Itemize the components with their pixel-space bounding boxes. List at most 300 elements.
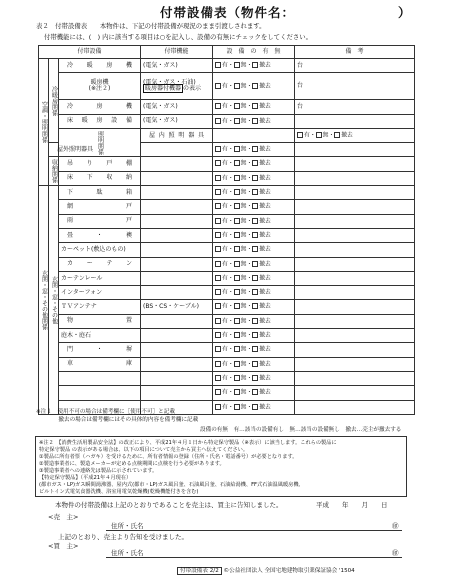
maintenance-suffix: の表示 bbox=[183, 85, 202, 93]
checkbox-remove[interactable] bbox=[252, 318, 258, 324]
group-exterior-sub: 玄関・窓・その他 bbox=[49, 186, 59, 415]
status-cell: 有・ 無・ 撤去 bbox=[213, 400, 295, 414]
equipment-name: 床暖房設備 bbox=[59, 114, 141, 128]
status-cell: 有・ 無・ 撤去 bbox=[213, 343, 295, 357]
info-line-1: ※注２ 【消費生活用製品安全法】の改正により、平成21年４月１日から特定保守製品（※表示）に該当します。これらの製品に bbox=[39, 440, 337, 446]
equipment-row bbox=[39, 371, 415, 385]
checkbox-no[interactable] bbox=[234, 146, 240, 152]
status-label-yes: 有 bbox=[222, 189, 228, 196]
checkbox-remove[interactable] bbox=[252, 275, 258, 281]
checkbox-no[interactable] bbox=[234, 103, 240, 109]
equipment-row bbox=[39, 128, 415, 142]
equipment-remarks bbox=[295, 257, 415, 271]
equipment-row bbox=[39, 171, 415, 185]
equipment-name bbox=[59, 386, 141, 400]
checkbox-yes[interactable] bbox=[215, 62, 221, 68]
equipment-remarks bbox=[295, 143, 415, 157]
status-label-remove: 撤去 bbox=[259, 218, 271, 225]
equipment-function bbox=[141, 257, 213, 271]
checkbox-remove[interactable] bbox=[252, 303, 258, 309]
equipment-row bbox=[39, 114, 415, 128]
info-line-4: ②製造事業者に、製造メーカーが定める点検期間に点検を行う必要があります。 bbox=[39, 461, 225, 467]
equipment-name: 雨戸 bbox=[59, 214, 141, 228]
buyer-label: <買 主> bbox=[48, 542, 79, 550]
note-2: 設備の有無 有…該当の設備有し 無…該当の設備無し 撤去…売主が撤去する bbox=[200, 427, 402, 433]
equipment-row bbox=[39, 286, 415, 300]
equipment-row bbox=[39, 59, 415, 73]
checkbox-yes[interactable] bbox=[215, 189, 221, 195]
status-label-remove: 撤去 bbox=[259, 203, 271, 210]
status-label-remove: 撤去 bbox=[341, 132, 353, 139]
status-label-remove: 撤去 bbox=[259, 232, 271, 239]
equipment-row bbox=[39, 329, 415, 343]
equipment-name: 物置 bbox=[59, 314, 141, 328]
status-label-yes: 有 bbox=[222, 389, 228, 396]
checkbox-remove[interactable] bbox=[252, 246, 258, 252]
status-label-remove: 撤去 bbox=[259, 118, 271, 125]
status-label-no: 無 bbox=[240, 375, 247, 382]
status-label-no: 無 bbox=[240, 303, 247, 310]
status-label-yes: 有 bbox=[222, 203, 228, 210]
col-function: 付帯機能 bbox=[141, 46, 213, 59]
equipment-name: 吊り戸棚 bbox=[59, 157, 141, 171]
equipment-remarks bbox=[295, 200, 415, 214]
table-header-row bbox=[39, 46, 415, 59]
checkbox-yes[interactable] bbox=[215, 289, 221, 295]
status-label-remove: 撤去 bbox=[259, 346, 271, 353]
status-label-yes: 有 bbox=[222, 62, 228, 69]
status-cell: 有・ 無・ 撤去 bbox=[213, 371, 295, 385]
equipment-remarks bbox=[295, 386, 415, 400]
checkbox-remove[interactable] bbox=[252, 375, 258, 381]
status-cell: 有・ 無・ 撤去 bbox=[295, 128, 415, 142]
checkbox-no[interactable] bbox=[234, 62, 240, 68]
info-line-5: ③製造事業者への連絡先は製品に示されています。 bbox=[39, 468, 158, 474]
status-label-yes: 有 bbox=[222, 146, 228, 153]
equipment-name: ＴＶアンテナ bbox=[59, 300, 141, 314]
equipment-function bbox=[141, 143, 213, 157]
checkbox-no[interactable] bbox=[234, 289, 240, 295]
status-cell: 有・ 無・ 撤去 bbox=[213, 186, 295, 200]
status-label-yes: 有 bbox=[222, 175, 228, 182]
status-label-remove: 撤去 bbox=[259, 62, 271, 69]
status-label-yes: 有 bbox=[222, 246, 228, 253]
info-line-2: 特定保守製品 の表示がある場合は、以下の項目について売主から買主へ伝えてください。 bbox=[39, 447, 249, 453]
status-label-yes: 有 bbox=[222, 275, 228, 282]
equipment-function bbox=[141, 357, 213, 371]
equipment-function bbox=[141, 329, 213, 343]
status-label-no: 無 bbox=[240, 389, 247, 396]
equipment-row bbox=[39, 314, 415, 328]
info-line-6: 【特定保守製品】（平成21年４月現在） bbox=[39, 475, 132, 481]
equipment-name: カーペット(敷込のもの) bbox=[59, 243, 141, 257]
checkbox-yes[interactable] bbox=[215, 346, 221, 352]
equipment-row bbox=[39, 157, 415, 171]
info-line-3: ①製品に所有者票（ハガキ）を受けるために、所有者情報の登録（住所・氏名・電話番号）が必要となります。 bbox=[39, 454, 298, 460]
status-cell: 有・ 無・ 撤去 bbox=[213, 59, 295, 73]
equipment-remarks bbox=[295, 400, 415, 414]
checkbox-no[interactable] bbox=[234, 361, 240, 367]
equipment-name: インターフォン bbox=[59, 286, 141, 300]
equipment-row bbox=[39, 300, 415, 314]
status-cell: 有・ 無・ 撤去 bbox=[213, 386, 295, 400]
status-label-no: 無 bbox=[240, 404, 247, 411]
status-label-no: 無 bbox=[240, 103, 247, 110]
notice-statement: 本物件の付帯設備は上記のとおりであることを売主は、買主に告知しました。 bbox=[55, 501, 283, 509]
checkbox-no[interactable] bbox=[316, 132, 322, 138]
equipment-remarks: 台 bbox=[295, 100, 415, 114]
checkbox-no[interactable] bbox=[234, 275, 240, 281]
equipment-remarks bbox=[295, 271, 415, 285]
equipment-remarks bbox=[295, 214, 415, 228]
checkbox-no[interactable] bbox=[234, 189, 240, 195]
status-cell: 有・ 無・ 撤去 bbox=[213, 214, 295, 228]
status-label-yes: 有 bbox=[304, 132, 310, 139]
equipment-row bbox=[39, 73, 415, 100]
col-equipment: 付帯設備 bbox=[39, 46, 141, 59]
status-cell: 有・ 無・ 撤去 bbox=[213, 114, 295, 128]
equipment-name: 下駄箱 bbox=[59, 186, 141, 200]
status-label-no: 無 bbox=[240, 175, 247, 182]
notice-date: 平成 年 月 日 bbox=[316, 501, 388, 509]
equipment-name: 冷房機 bbox=[59, 100, 141, 114]
equipment-remarks bbox=[295, 343, 415, 357]
equipment-name: 冷暖房機 bbox=[59, 59, 141, 73]
equipment-function bbox=[141, 157, 213, 171]
equipment-name: カーテンレール bbox=[59, 271, 141, 285]
checkbox-no[interactable] bbox=[234, 118, 240, 124]
seller-signature-line[interactable] bbox=[106, 530, 402, 531]
equipment-remarks bbox=[295, 171, 415, 185]
equipment-function bbox=[141, 200, 213, 214]
equipment-remarks: 台 bbox=[295, 59, 415, 73]
checkbox-no[interactable] bbox=[234, 218, 240, 224]
equipment-function: (電気・ガス) bbox=[141, 100, 213, 114]
status-label-no: 無 bbox=[240, 146, 247, 153]
status-label-yes: 有 bbox=[222, 332, 228, 339]
status-label-remove: 撤去 bbox=[259, 318, 271, 325]
checkbox-no[interactable] bbox=[234, 318, 240, 324]
equipment-name: 畳・襖 bbox=[59, 228, 141, 242]
equipment-remarks: 台 bbox=[295, 73, 415, 100]
status-label-no: 無 bbox=[240, 118, 247, 125]
table-instruction: 付帯機能には、( ) 内に該当する項目は○を記入し、設備の有無にチェックをしてください。 bbox=[44, 33, 313, 41]
checkbox-remove[interactable] bbox=[252, 232, 258, 238]
checkbox-remove[interactable] bbox=[252, 146, 258, 152]
status-label-no: 無 bbox=[322, 132, 329, 139]
checkbox-no[interactable] bbox=[234, 404, 240, 410]
status-label-yes: 有 bbox=[222, 160, 228, 167]
equipment-function bbox=[141, 371, 213, 385]
checkbox-no[interactable] bbox=[234, 389, 240, 395]
checkbox-yes[interactable] bbox=[215, 83, 221, 89]
status-label-yes: 有 bbox=[222, 103, 228, 110]
status-label-remove: 撤去 bbox=[259, 103, 271, 110]
checkbox-remove[interactable] bbox=[252, 62, 258, 68]
status-label-no: 無 bbox=[240, 160, 247, 167]
checkbox-yes[interactable] bbox=[215, 361, 221, 367]
equipment-remarks bbox=[295, 314, 415, 328]
equipment-row bbox=[39, 228, 415, 242]
group-hvac: 空調・照明関係 bbox=[39, 59, 49, 186]
group-exterior: 玄関・窓・その他関係 bbox=[39, 186, 49, 415]
status-label-yes: 有 bbox=[222, 232, 228, 239]
equipment-row bbox=[39, 357, 415, 371]
status-cell: 有・ 無・ 撤去 bbox=[213, 314, 295, 328]
equipment-name: 門・塀 bbox=[59, 343, 141, 357]
equipment-table bbox=[38, 45, 415, 415]
equipment-function bbox=[141, 314, 213, 328]
status-label-no: 無 bbox=[240, 289, 247, 296]
equipment-function: (電気・ガス) bbox=[141, 59, 213, 73]
checkbox-yes[interactable] bbox=[215, 175, 221, 181]
equipment-name bbox=[59, 73, 141, 100]
status-label-remove: 撤去 bbox=[259, 389, 271, 396]
checkbox-remove[interactable] bbox=[252, 118, 258, 124]
status-label-remove: 撤去 bbox=[259, 303, 271, 310]
checkbox-no[interactable] bbox=[234, 83, 240, 89]
footer-copyright: ©公益社団法人 全国宅地建物取引業保証協会 bbox=[223, 568, 338, 574]
col-remarks: 備 考 bbox=[295, 46, 415, 59]
equipment-function bbox=[141, 171, 213, 185]
status-label-remove: 撤去 bbox=[259, 289, 271, 296]
equipment-remarks bbox=[295, 228, 415, 242]
equipment-name: 床下収納 bbox=[59, 171, 141, 185]
status-cell: 有・ 無・ 撤去 bbox=[213, 286, 295, 300]
equipment-name-label: 暖房機 bbox=[90, 79, 109, 87]
checkbox-no[interactable] bbox=[234, 346, 240, 352]
status-label-no: 無 bbox=[240, 261, 247, 268]
table-heading: 表２ 付帯設備表 本物件は、下記の付帯設備が現況のまま引渡しされます。 bbox=[36, 22, 266, 30]
status-label-no: 無 bbox=[240, 189, 247, 196]
checkbox-yes[interactable] bbox=[215, 218, 221, 224]
checkbox-yes[interactable] bbox=[215, 389, 221, 395]
checkbox-remove[interactable] bbox=[252, 189, 258, 195]
status-label-no: 無 bbox=[240, 361, 247, 368]
status-cell: 有・ 無・ 撤去 bbox=[213, 100, 295, 114]
equipment-row bbox=[39, 271, 415, 285]
status-cell: 有・ 無・ 撤去 bbox=[213, 243, 295, 257]
status-label-no: 無 bbox=[240, 218, 247, 225]
equipment-function bbox=[141, 228, 213, 242]
status-label-remove: 撤去 bbox=[259, 261, 271, 268]
status-label-yes: 有 bbox=[222, 118, 228, 125]
function-text: (電気・ガス・石油) bbox=[143, 79, 196, 87]
equipment-function bbox=[141, 73, 213, 100]
equipment-name: 車庫 bbox=[59, 357, 141, 371]
footer-code: '1504 bbox=[338, 568, 355, 574]
equipment-function bbox=[141, 343, 213, 357]
equipment-remarks bbox=[295, 357, 415, 371]
checkbox-no[interactable] bbox=[234, 332, 240, 338]
equipment-remarks bbox=[295, 371, 415, 385]
status-label-no: 無 bbox=[240, 232, 247, 239]
status-label-yes: 有 bbox=[222, 375, 228, 382]
checkbox-remove[interactable] bbox=[252, 203, 258, 209]
equipment-remarks bbox=[295, 243, 415, 257]
checkbox-yes[interactable] bbox=[215, 332, 221, 338]
checkbox-yes[interactable] bbox=[215, 261, 221, 267]
info-line-7: (都市ガス・LP)ガス瞬間湯沸器、屋内式(都市・LP)ガス風呂釜、石油風呂釜、石油給湯機、FF式石油温風暖房機、 bbox=[39, 482, 304, 488]
checkbox-no[interactable] bbox=[234, 303, 240, 309]
status-label-yes: 有 bbox=[222, 361, 228, 368]
equipment-row bbox=[39, 243, 415, 257]
status-label-no: 無 bbox=[240, 246, 247, 253]
equipment-function bbox=[213, 128, 295, 142]
equipment-row bbox=[39, 343, 415, 357]
status-cell: 有・ 無・ 撤去 bbox=[213, 228, 295, 242]
checkbox-yes[interactable] bbox=[215, 232, 221, 238]
status-cell: 有・ 無・ 撤去 bbox=[213, 200, 295, 214]
equipment-note: (※注２) bbox=[88, 85, 111, 93]
status-label-remove: 撤去 bbox=[259, 375, 271, 382]
status-label-no: 無 bbox=[240, 275, 247, 282]
checkbox-remove[interactable] bbox=[252, 346, 258, 352]
checkbox-remove[interactable] bbox=[252, 103, 258, 109]
checkbox-no[interactable] bbox=[234, 175, 240, 181]
checkbox-no[interactable] bbox=[234, 246, 240, 252]
equipment-remarks bbox=[295, 286, 415, 300]
status-cell: 有・ 無・ 撤去 bbox=[213, 143, 295, 157]
status-label-yes: 有 bbox=[222, 83, 228, 90]
form-title: 付帯設備表（物件名： ） bbox=[159, 5, 412, 20]
col-status: 設 備 の 有 無 bbox=[213, 46, 295, 59]
buyer-address-name-label: 住所・氏名 bbox=[111, 549, 144, 557]
equipment-name bbox=[59, 371, 141, 385]
status-cell: 有・ 無・ 撤去 bbox=[213, 73, 295, 100]
equipment-name: 屋内照明器具 bbox=[141, 128, 213, 142]
note-1: ※注１ 使用不可の場合は備考欄に［使用不可］と記載 bbox=[36, 409, 175, 415]
maintenance-marker bbox=[143, 86, 210, 92]
checkbox-yes[interactable] bbox=[215, 303, 221, 309]
checkbox-remove[interactable] bbox=[252, 218, 258, 224]
checkbox-remove[interactable] bbox=[252, 389, 258, 395]
status-cell: 有・ 無・ 撤去 bbox=[213, 257, 295, 271]
status-label-no: 無 bbox=[240, 203, 247, 210]
status-cell: 有・ 無・ 撤去 bbox=[213, 157, 295, 171]
equipment-function bbox=[141, 271, 213, 285]
checkbox-remove[interactable] bbox=[252, 83, 258, 89]
maintenance-label: 暖房器付機器 bbox=[145, 85, 182, 93]
equipment-row bbox=[39, 214, 415, 228]
buyer-seal: ㊞ bbox=[392, 549, 399, 557]
status-label-yes: 有 bbox=[222, 261, 228, 268]
equipment-row bbox=[39, 257, 415, 271]
checkbox-no[interactable] bbox=[234, 160, 240, 166]
checkbox-yes[interactable] bbox=[215, 203, 221, 209]
status-cell: 有・ 無・ 撤去 bbox=[213, 271, 295, 285]
checkbox-yes[interactable] bbox=[215, 318, 221, 324]
equipment-name: 庭木・庭石 bbox=[59, 329, 141, 343]
checkbox-remove[interactable] bbox=[252, 404, 258, 410]
equipment-remarks bbox=[295, 186, 415, 200]
checkbox-yes[interactable] bbox=[215, 404, 221, 410]
status-label-remove: 撤去 bbox=[259, 146, 271, 153]
equipment-function bbox=[141, 186, 213, 200]
status-label-yes: 有 bbox=[222, 404, 228, 411]
checkbox-yes[interactable] bbox=[215, 275, 221, 281]
status-label-no: 無 bbox=[240, 62, 247, 69]
checkbox-no[interactable] bbox=[234, 232, 240, 238]
status-label-remove: 撤去 bbox=[259, 83, 271, 90]
status-label-no: 無 bbox=[240, 83, 247, 90]
equipment-name: 屋外照明器具 bbox=[49, 143, 59, 157]
status-label-remove: 撤去 bbox=[259, 332, 271, 339]
equipment-remarks bbox=[295, 114, 415, 128]
equipment-name: カーテン bbox=[59, 257, 141, 271]
group-hvac-storage: 収納関係 bbox=[49, 157, 59, 186]
checkbox-yes[interactable] bbox=[215, 246, 221, 252]
equipment-row bbox=[39, 386, 415, 400]
equipment-row bbox=[39, 100, 415, 114]
status-label-remove: 撤去 bbox=[259, 361, 271, 368]
checkbox-yes[interactable] bbox=[215, 118, 221, 124]
checkbox-yes[interactable] bbox=[215, 160, 221, 166]
status-cell: 有・ 無・ 撤去 bbox=[213, 357, 295, 371]
equipment-function bbox=[141, 243, 213, 257]
seller-address-name-label: 住所・氏名 bbox=[111, 522, 144, 530]
checkbox-remove[interactable] bbox=[252, 160, 258, 166]
checkbox-yes[interactable] bbox=[297, 132, 303, 138]
specified-maintenance-info bbox=[35, 436, 407, 497]
equipment-row bbox=[39, 200, 415, 214]
checkbox-remove[interactable] bbox=[252, 289, 258, 295]
checkbox-remove[interactable] bbox=[252, 361, 258, 367]
status-label-no: 無 bbox=[240, 318, 247, 325]
status-label-remove: 撤去 bbox=[259, 160, 271, 167]
checkbox-remove[interactable] bbox=[334, 132, 340, 138]
seller-seal: ㊞ bbox=[392, 522, 399, 530]
status-label-no: 無 bbox=[240, 346, 247, 353]
checkbox-no[interactable] bbox=[234, 375, 240, 381]
checkbox-yes[interactable] bbox=[215, 146, 221, 152]
status-label-yes: 有 bbox=[222, 218, 228, 225]
checkbox-remove[interactable] bbox=[252, 332, 258, 338]
status-cell: 有・ 無・ 撤去 bbox=[213, 171, 295, 185]
status-label-no: 無 bbox=[240, 332, 247, 339]
equipment-remarks bbox=[295, 300, 415, 314]
equipment-remarks bbox=[295, 157, 415, 171]
buyer-confirm-statement: 上記のとおり、売主より告知を受けました。 bbox=[58, 533, 188, 541]
equipment-function: (電気・ガス) bbox=[141, 114, 213, 128]
footer-page: 付帯設備表 2/2 bbox=[177, 567, 222, 575]
checkbox-no[interactable] bbox=[234, 203, 240, 209]
status-label-remove: 撤去 bbox=[259, 275, 271, 282]
equipment-name: 網戸 bbox=[59, 200, 141, 214]
status-label-remove: 撤去 bbox=[259, 246, 271, 253]
status-label-remove: 撤去 bbox=[259, 404, 271, 411]
checkbox-remove[interactable] bbox=[252, 175, 258, 181]
group-hvac-lighting: 照明関係 bbox=[59, 128, 141, 157]
status-label-yes: 有 bbox=[222, 303, 228, 310]
status-cell: 有・ 無・ 撤去 bbox=[213, 300, 295, 314]
note-1b: 撤去の場合は備考欄にはその具体的内容を備考欄に記載 bbox=[36, 417, 199, 423]
checkbox-yes[interactable] bbox=[215, 375, 221, 381]
equipment-function bbox=[141, 286, 213, 300]
equipment-remarks bbox=[295, 329, 415, 343]
group-hvac-cooling: 冷暖房関係 bbox=[49, 59, 59, 143]
status-label-remove: 撤去 bbox=[259, 175, 271, 182]
status-label-yes: 有 bbox=[222, 346, 228, 353]
checkbox-yes[interactable] bbox=[215, 103, 221, 109]
checkbox-no[interactable] bbox=[234, 261, 240, 267]
equipment-function bbox=[141, 214, 213, 228]
equipment-row bbox=[39, 186, 415, 200]
checkbox-remove[interactable] bbox=[252, 261, 258, 267]
seller-label: <売 主> bbox=[48, 513, 79, 521]
buyer-signature-line[interactable] bbox=[106, 557, 402, 558]
status-label-yes: 有 bbox=[222, 289, 228, 296]
